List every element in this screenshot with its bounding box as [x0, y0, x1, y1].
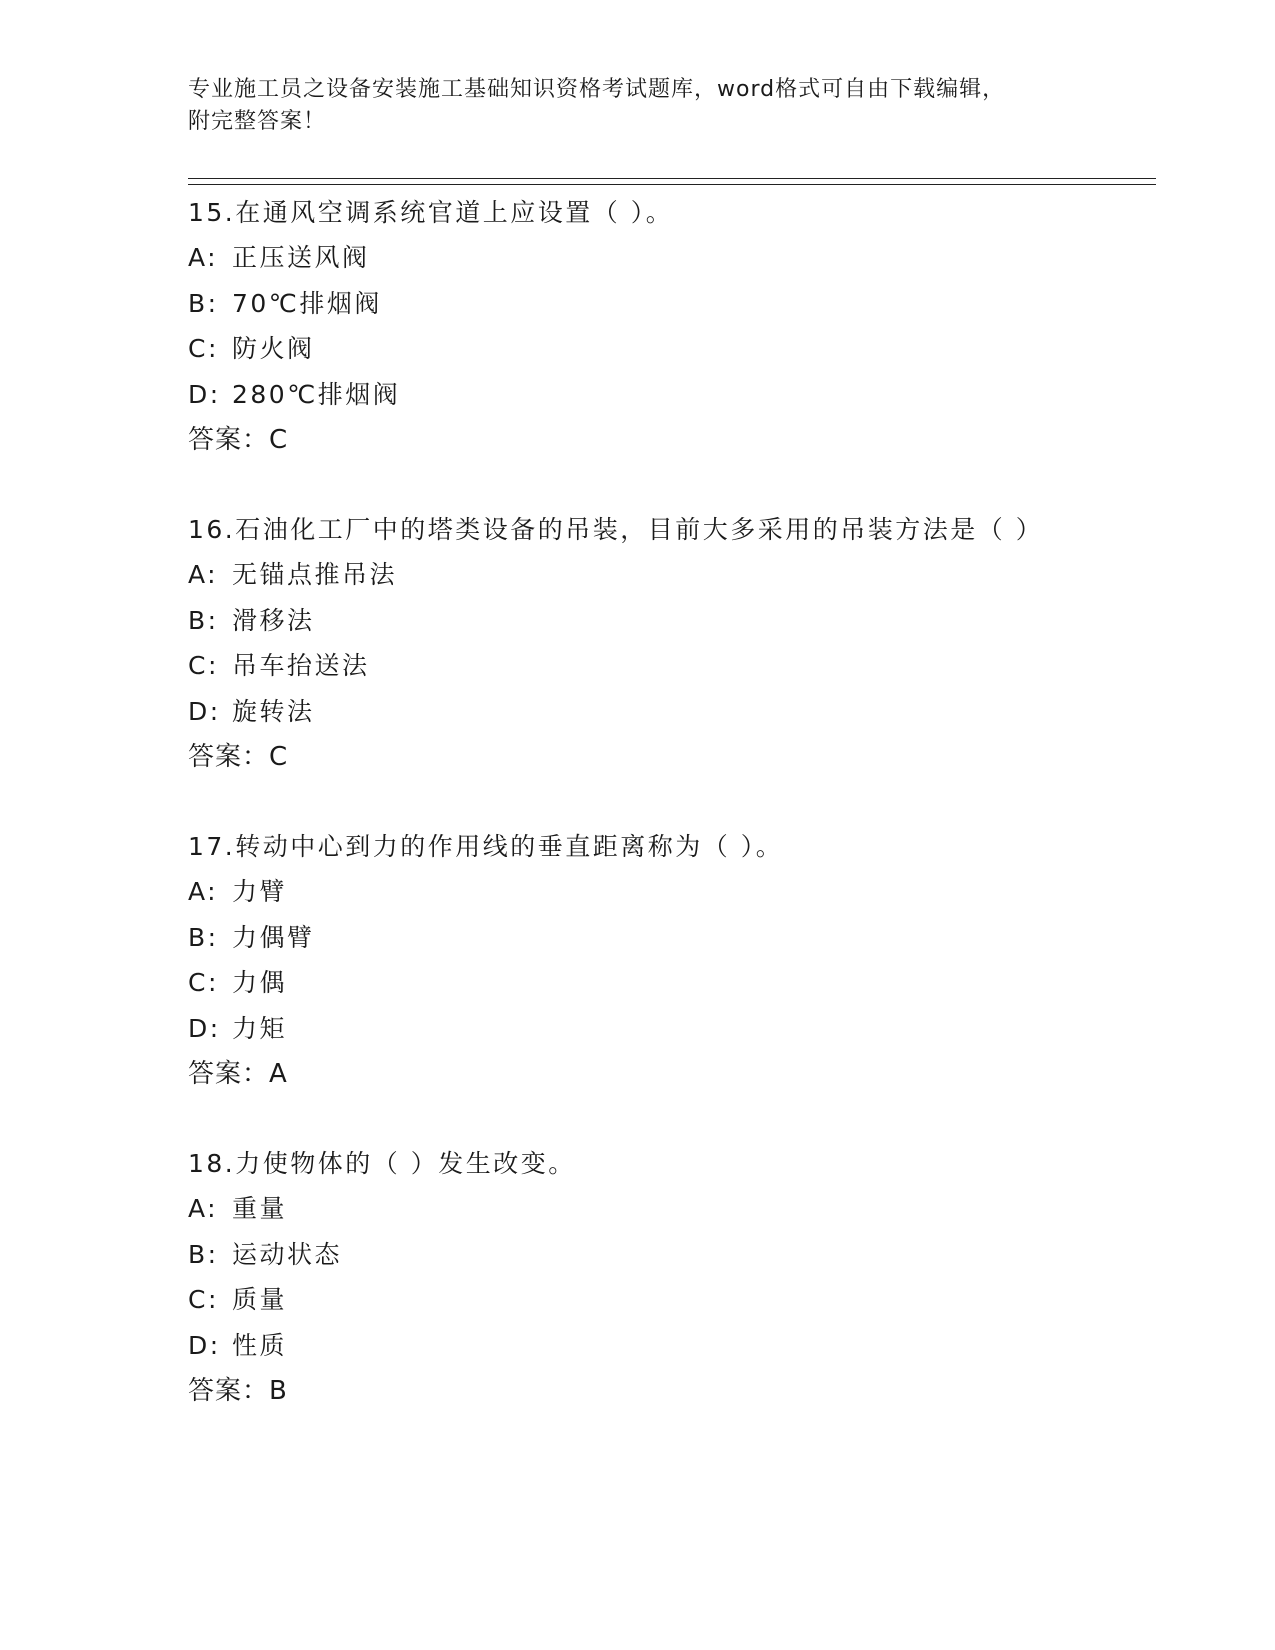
header-divider-bottom [188, 184, 1156, 185]
question-17 [188, 824, 1088, 1098]
question-15 [188, 190, 1088, 464]
option-c [188, 643, 1088, 689]
option-letter: B: [188, 605, 219, 635]
option-letter: D: [188, 1330, 221, 1360]
option-b [188, 281, 1088, 327]
option-text: 质量 [232, 1285, 288, 1314]
header-divider-top [188, 178, 1156, 179]
option-a [188, 1186, 1088, 1232]
option-letter: B: [188, 288, 219, 318]
option-letter: C: [188, 651, 219, 680]
option-d [188, 1006, 1088, 1052]
answer-line: 答案：B [188, 1376, 288, 1406]
option-text: 力臂 [232, 877, 288, 906]
option-c [188, 960, 1088, 1006]
option-letter: A: [188, 1194, 219, 1223]
option-letter: A: [188, 243, 219, 272]
question-18 [188, 1141, 1088, 1415]
option-a [188, 869, 1088, 915]
option-text: 正压送风阀 [232, 243, 370, 272]
option-letter: A: [188, 560, 219, 589]
option-c [188, 326, 1088, 372]
option-letter: C: [188, 1285, 219, 1314]
answer-line: 答案：A [188, 1059, 288, 1089]
option-text: 性质 [232, 1330, 288, 1360]
option-text: 滑移法 [232, 605, 315, 635]
header-line-1: 专业施工员之设备安装施工基础知识资格考试题库，word格式可自由下载编辑， [188, 77, 1006, 102]
option-text: 重量 [232, 1194, 288, 1223]
option-text: 70℃排烟阀 [232, 288, 382, 318]
option-text: 力偶 [232, 968, 288, 997]
option-text: 吊车抬送法 [232, 651, 370, 680]
option-letter: B: [188, 1239, 219, 1269]
header-line-2: 附完整答案！ [188, 109, 327, 134]
option-letter: D: [188, 379, 221, 409]
option-letter: B: [188, 922, 219, 952]
option-text: 运动状态 [232, 1239, 343, 1269]
option-c [188, 1277, 1088, 1323]
option-text: 防火阀 [232, 334, 315, 363]
option-a [188, 235, 1088, 281]
option-b [188, 915, 1088, 961]
option-text: 旋转法 [232, 696, 315, 726]
question-stem: 15.在通风空调系统官道上应设置（ ）。 [188, 198, 674, 227]
question-list [188, 190, 1088, 1458]
option-d [188, 689, 1088, 735]
option-letter: A: [188, 877, 219, 906]
option-text: 力矩 [232, 1013, 288, 1043]
option-text: 280℃排烟阀 [232, 379, 401, 409]
question-stem: 16.石油化工厂中的塔类设备的吊装，目前大多采用的吊装方法是（ ） [188, 515, 1044, 544]
question-stem: 18.力使物体的（ ）发生改变。 [188, 1149, 576, 1178]
option-letter: C: [188, 334, 219, 363]
option-text: 无锚点推吊法 [232, 560, 398, 589]
option-d [188, 1323, 1088, 1369]
option-a [188, 552, 1088, 598]
option-letter: D: [188, 696, 221, 726]
option-text: 力偶臂 [232, 922, 315, 952]
document-header [188, 74, 1088, 138]
option-letter: D: [188, 1013, 221, 1043]
option-b [188, 1232, 1088, 1278]
option-letter: C: [188, 968, 219, 997]
option-b [188, 598, 1088, 644]
option-d [188, 372, 1088, 418]
answer-line: 答案：C [188, 742, 289, 772]
answer-line: 答案：C [188, 425, 289, 455]
question-stem: 17.转动中心到力的作用线的垂直距离称为（ ）。 [188, 832, 784, 861]
question-16 [188, 507, 1088, 781]
